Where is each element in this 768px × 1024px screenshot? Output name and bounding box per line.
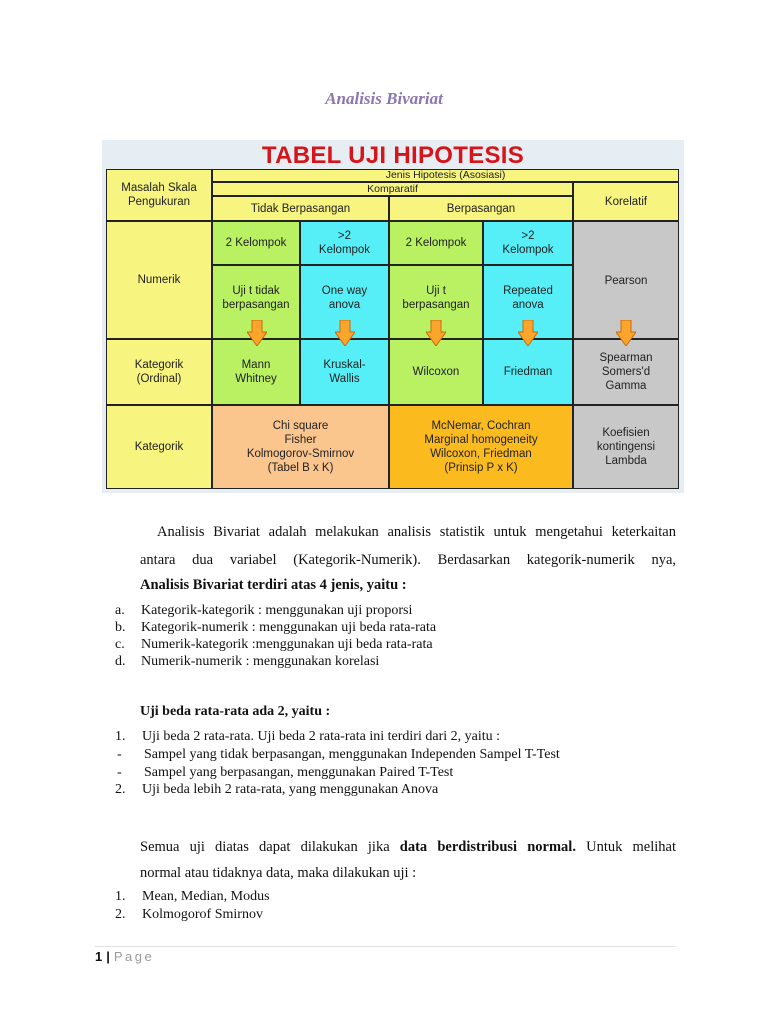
paragraph-2-line-2: normal atau tidaknya data, maka dilakukan uji :	[140, 865, 417, 881]
emphasis-normal-distribution: data berdistribusi normal.	[399, 839, 576, 855]
figure-title: TABEL UJI HIPOTESIS	[261, 142, 525, 169]
page-title: Analisis Bivariat	[325, 89, 443, 108]
list-item: Kategorik-numerik : menggunakan uji beda rata-rata	[141, 620, 437, 635]
cell-mann-whitney: Mann Whitney	[212, 339, 300, 405]
header-tidak-berpasangan: Tidak Berpasangan	[212, 196, 389, 221]
cell-mcnemar: McNemar, Cochran Marginal homogeneity Wilcoxon, Friedman (Prinsip P x K)	[389, 405, 573, 489]
row-numerik: Numerik	[106, 221, 212, 339]
cell-uji-t-tidak-berpasangan: Uji t tidak berpasangan	[212, 265, 300, 339]
header-korelatif: Korelatif	[573, 182, 679, 221]
list-item: Uji beda lebih 2 rata-rata, yang menggunakan Anova	[142, 782, 439, 797]
page-footer	[95, 949, 154, 964]
cell-chi-square: Chi square Fisher Kolmogorov-Smirnov (Tabel B x K)	[212, 405, 389, 489]
cell-repeated-anova: Repeated anova	[483, 265, 573, 339]
list-item-marker: 2.	[115, 907, 126, 922]
list-item-marker: c.	[115, 637, 125, 652]
cell-koefisien-kontingensi: Koefisien kontingensi Lambda	[573, 405, 679, 489]
cell-b-gt2-kelompok: >2 Kelompok	[483, 221, 573, 265]
cell-kruskal-wallis: Kruskal- Wallis	[300, 339, 389, 405]
paragraph-1-line-3: Analisis Bivariat terdiri atas 4 jenis, yaitu :	[140, 577, 407, 593]
list-item-marker: 1.	[115, 889, 126, 904]
hypothesis-table-figure	[102, 140, 684, 493]
row-kategorik-ordinal: Kategorik (Ordinal)	[106, 339, 212, 405]
down-arrow-icon	[247, 320, 267, 346]
list-item: Mean, Median, Modus	[142, 889, 270, 904]
cell-one-way-anova: One way anova	[300, 265, 389, 339]
page-number: 1	[95, 949, 103, 964]
footer-separator: |	[106, 949, 110, 964]
section-heading-uji-beda: Uji beda rata-rata ada 2, yaitu :	[140, 704, 331, 719]
list-item: Sampel yang tidak berpasangan, menggunakan Independen Sampel T-Test	[144, 747, 560, 762]
cell-spearman: Spearman Somers'd Gamma	[573, 339, 679, 405]
list-item: Sampel yang berpasangan, menggunakan Paired T-Test	[144, 765, 454, 780]
list-item-marker: a.	[115, 603, 125, 618]
list-item-marker: 2.	[115, 782, 126, 797]
footer-divider	[95, 946, 675, 947]
list-item: Numerik-numerik : menggunakan korelasi	[141, 654, 380, 669]
page-label: Page	[113, 949, 155, 964]
down-arrow-icon	[518, 320, 538, 346]
list-item-marker: d.	[115, 654, 126, 669]
paragraph-1-line-1: Analisis Bivariat adalah melakukan analisis statistik untuk mengetahui keterkaitan	[157, 524, 676, 540]
header-komparatif: Komparatif	[212, 182, 573, 196]
cell-wilcoxon: Wilcoxon	[389, 339, 483, 405]
header-jenis-hipotesis: Jenis Hipotesis (Asosiasi)	[212, 169, 679, 182]
list-item-marker: -	[117, 747, 122, 762]
cell-tb-gt2-kelompok: >2 Kelompok	[300, 221, 389, 265]
cell-friedman: Friedman	[483, 339, 573, 405]
list-item-marker: b.	[115, 620, 126, 635]
list-item-marker: -	[117, 765, 122, 780]
down-arrow-icon	[426, 320, 446, 346]
header-masalah-skala: Masalah Skala Pengukuran	[106, 169, 212, 221]
header-berpasangan: Berpasangan	[389, 196, 573, 221]
row-kategorik: Kategorik	[106, 405, 212, 489]
paragraph-1-line-2: antara dua variabel (Kategorik-Numerik). Berdasarkan kategorik-numerik nya,	[140, 552, 676, 568]
cell-b-2-kelompok: 2 Kelompok	[389, 221, 483, 265]
cell-pearson: Pearson	[573, 221, 679, 339]
list-item: Numerik-kategorik :menggunakan uji beda rata-rata	[141, 637, 433, 652]
list-item-marker: 1.	[115, 729, 126, 744]
list-item: Kolmogorof Smirnov	[142, 907, 263, 922]
cell-tb-2-kelompok: 2 Kelompok	[212, 221, 300, 265]
list-item: Kategorik-kategorik : menggunakan uji proporsi	[141, 603, 413, 618]
cell-uji-t-berpasangan: Uji t berpasangan	[389, 265, 483, 339]
paragraph-2-line-1: Semua uji diatas dapat dilakukan jika data berdistribusi normal. Untuk melihat	[140, 839, 676, 855]
list-item: Uji beda 2 rata-rata. Uji beda 2 rata-rata ini terdiri dari 2, yaitu :	[142, 729, 501, 744]
down-arrow-icon	[335, 320, 355, 346]
down-arrow-icon	[616, 320, 636, 346]
